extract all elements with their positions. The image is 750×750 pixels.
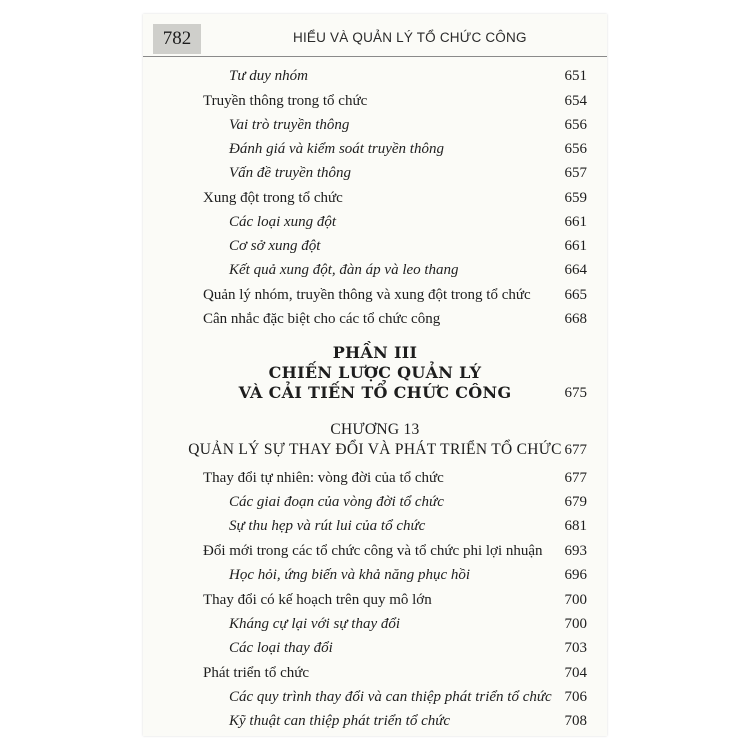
toc-entry-page: 677 bbox=[564, 470, 587, 486]
toc-entry-page: 703 bbox=[564, 640, 587, 656]
toc-entry bbox=[143, 114, 607, 136]
toc-entry-page: 654 bbox=[564, 93, 587, 109]
part-title-line-2: VÀ CẢI TIẾN TỔ CHỨC CÔNG bbox=[238, 383, 512, 402]
toc-entry-title: Đổi mới trong các tổ chức công và tổ chức phi lợi nhuận bbox=[203, 543, 543, 559]
toc-entry-title: Cơ sở xung đột bbox=[229, 238, 321, 254]
toc-entry-page: 679 bbox=[564, 494, 587, 510]
chapter-page-number: 677 bbox=[564, 442, 587, 458]
header-divider bbox=[143, 56, 607, 57]
toc-entry-title: Phát triển tổ chức bbox=[203, 665, 310, 681]
page-number: 782 bbox=[153, 24, 201, 54]
toc-entry bbox=[143, 90, 607, 112]
toc-entry-page: 659 bbox=[564, 190, 587, 206]
chapter-title: QUẢN LÝ SỰ THAY ĐỔI VÀ PHÁT TRIỂN TỔ CHỨC bbox=[188, 441, 562, 458]
toc-entry-page: 708 bbox=[564, 713, 587, 729]
toc-entry-title: Cân nhắc đặc biệt cho các tổ chức công bbox=[203, 311, 441, 327]
toc-entry-title: Đánh giá và kiểm soát truyền thông bbox=[229, 141, 444, 157]
toc-entry bbox=[143, 65, 607, 87]
toc-entry bbox=[143, 613, 607, 635]
toc-entry-title: Quản lý nhóm, truyền thông và xung đột trong tổ chức bbox=[203, 287, 531, 303]
toc-entry-title: Kỹ thuật can thiệp phát triển tổ chức bbox=[229, 713, 451, 729]
toc-entry-page: 665 bbox=[564, 287, 587, 303]
toc-entry bbox=[143, 564, 607, 586]
toc-entry-title: Các giai đoạn của vòng đời tổ chức bbox=[229, 494, 444, 510]
toc-entry bbox=[143, 710, 607, 732]
toc-entry bbox=[143, 235, 607, 257]
toc-entry-title: Kết quả xung đột, đàn áp và leo thang bbox=[229, 262, 459, 278]
toc-entry bbox=[143, 138, 607, 160]
toc-entry-page: 700 bbox=[564, 616, 587, 632]
toc-entry-title: Truyền thông trong tổ chức bbox=[203, 93, 368, 109]
toc-entry bbox=[143, 162, 607, 184]
toc-entry-page: 704 bbox=[564, 665, 587, 681]
toc-entry bbox=[143, 686, 607, 708]
toc-entry-page: 696 bbox=[564, 567, 587, 583]
page-header bbox=[143, 22, 607, 60]
toc-entry bbox=[143, 662, 607, 684]
toc-entry-page: 656 bbox=[564, 117, 587, 133]
running-title: HIỂU VÀ QUẢN LÝ TỔ CHỨC CÔNG bbox=[293, 30, 527, 45]
toc-entry-title: Tư duy nhóm bbox=[229, 68, 309, 84]
toc-entry bbox=[143, 259, 607, 281]
toc-entry-title: Các quy trình thay đổi và can thiệp phát triển tổ chức bbox=[229, 689, 552, 705]
toc-entry bbox=[143, 187, 607, 209]
toc-entry-title: Kháng cự lại với sự thay đổi bbox=[229, 616, 401, 632]
toc-entry-page: 661 bbox=[564, 238, 587, 254]
toc-entry bbox=[143, 589, 607, 611]
part-page-number: 675 bbox=[564, 385, 587, 401]
part-label: PHẦN III bbox=[332, 343, 418, 362]
toc-entry-page: 657 bbox=[564, 165, 587, 181]
part-title-line-1: CHIẾN LƯỢC QUẢN LÝ bbox=[268, 363, 482, 382]
toc-entry bbox=[143, 211, 607, 233]
toc-entry bbox=[143, 491, 607, 513]
toc-entry-page: 700 bbox=[564, 592, 587, 608]
toc-entry-page: 661 bbox=[564, 214, 587, 230]
toc-entry bbox=[143, 467, 607, 489]
book-page bbox=[143, 14, 607, 736]
toc-entry-page: 693 bbox=[564, 543, 587, 559]
toc-entry-title: Các loại thay đổi bbox=[229, 640, 333, 656]
toc-entry-title: Thay đổi có kế hoạch trên quy mô lớn bbox=[203, 592, 432, 608]
toc-entry-page: 651 bbox=[564, 68, 587, 84]
toc-entry-page: 681 bbox=[564, 518, 587, 534]
chapter-label: CHƯƠNG 13 bbox=[330, 421, 420, 438]
toc-entry bbox=[143, 637, 607, 659]
toc-entry-page: 706 bbox=[564, 689, 587, 705]
toc-entry-page: 664 bbox=[564, 262, 587, 278]
toc-entry-title: Vai trò truyền thông bbox=[229, 117, 350, 133]
toc-entry-page: 668 bbox=[564, 311, 587, 327]
toc-entry-page: 656 bbox=[564, 141, 587, 157]
toc-entry-title: Thay đổi tự nhiên: vòng đời của tổ chức bbox=[203, 470, 444, 486]
toc-entry-title: Các loại xung đột bbox=[229, 214, 337, 230]
toc-entry bbox=[143, 515, 607, 537]
toc-entry-title: Sự thu hẹp và rút lui của tổ chức bbox=[229, 518, 426, 534]
toc-entry bbox=[143, 540, 607, 562]
toc-entry-title: Xung đột trong tổ chức bbox=[203, 190, 343, 206]
toc-entry-title: Vấn đề truyền thông bbox=[229, 165, 352, 181]
toc-entry-title: Học hỏi, ứng biến và khả năng phục hồi bbox=[229, 567, 471, 583]
toc-entry bbox=[143, 308, 607, 330]
toc-entry bbox=[143, 284, 607, 306]
